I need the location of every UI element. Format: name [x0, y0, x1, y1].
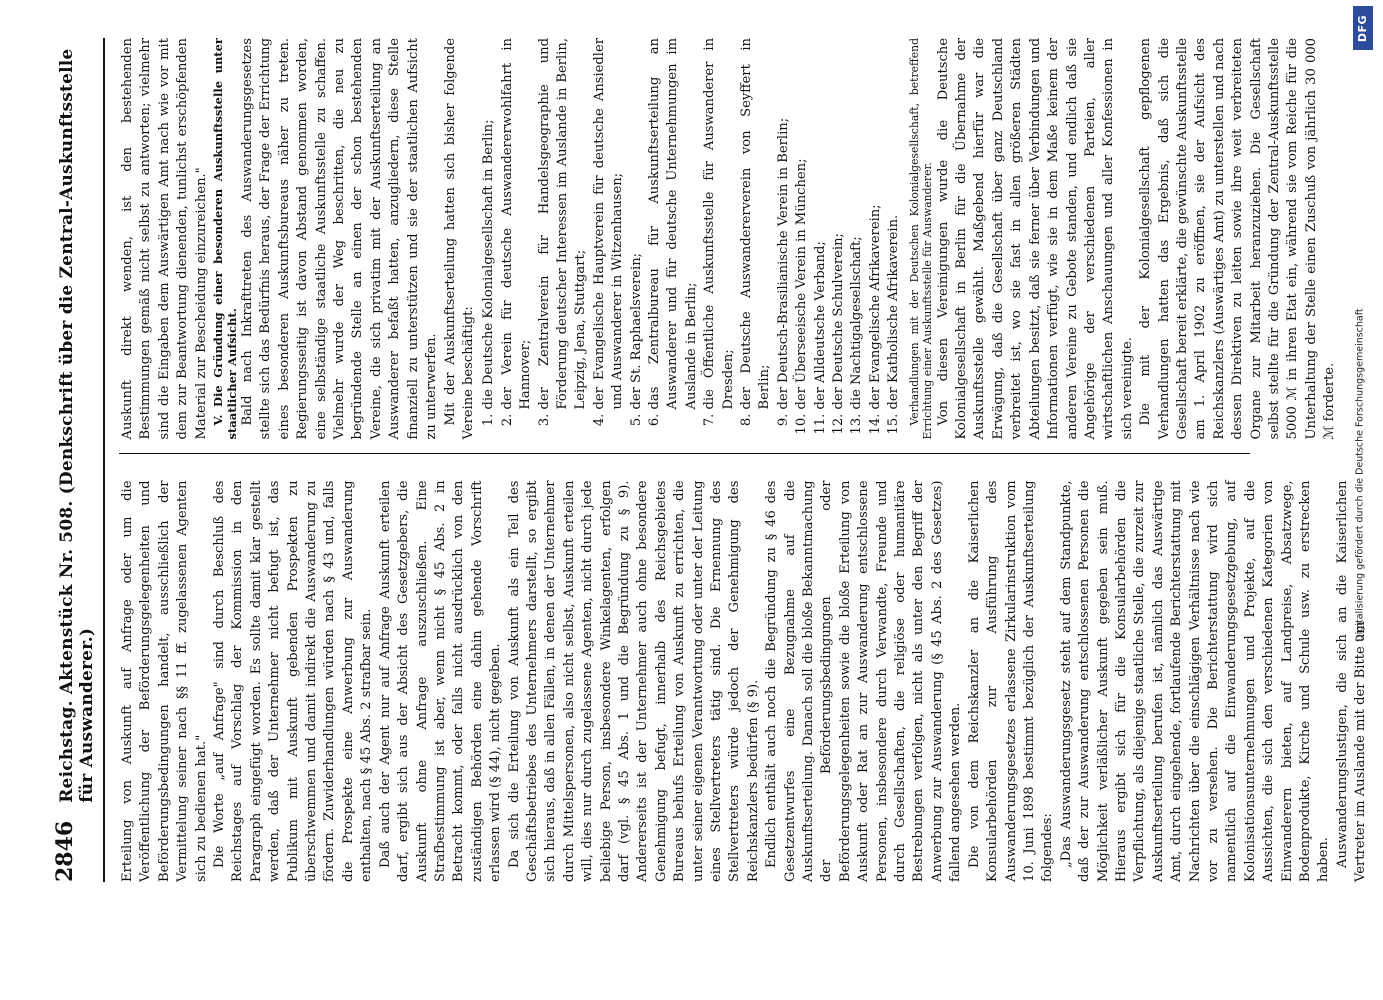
list-item: 1. die Deutsche Kolonialgesellschaft in Berlin; — [480, 38, 498, 410]
page-header — [52, 38, 105, 882]
club-list — [480, 38, 903, 440]
left-column — [119, 480, 1369, 883]
paragraph: Die mit der Kolonialgesellschaft gepflogenen Verhandlungen hatten das Ergebnis, daß sich die Gesellschaft bereit erklärte, die gewünschte Auskunftsstelle am 1. April 1902 zu eröffnen, sie der Aufsicht des Reichskanzlers (Auswärtiges Amt) zu unterstellen und nach dessen Direktiven zu leiten sowie ihre weit verbreiteten Organe zur Mitarbeit heranzuziehen. Die Gesellschaft selbst stellte für die Gründung der Zentral-Auskunftsstelle 5000 ℳ in ihren Etat ein, während sie vom Reiche für die Unterhaltung der Stelle einen Zuschuß von jährlich 30 000 ℳ forderte. — [1138, 38, 1338, 440]
list-item: 12. der Deutsche Schulverein; — [830, 38, 848, 410]
paragraph: Auskunft direkt wenden, ist den bestehenden Bestimmungen gemäß nicht selbst zu antworten; vielmehr sind die Eingaben dem Auswärtigen Amt nach wie vor mit dem zur Beantwortung dienenden, tunlichst erschöpfenden Material zur Bescheidung einzureichen." — [120, 38, 209, 440]
list-item: 14. der Evangelische Afrikaverein; — [867, 38, 885, 410]
right-column — [119, 38, 1338, 455]
list-item: 3. der Zentralverein für Handelsgeographie und Förderung deutscher Interessen im Auslande in Berlin, Leipzig, Jena, Stuttgart; — [536, 38, 591, 410]
list-item: 11. der Alldeutsche Verband; — [812, 38, 830, 410]
dfg-logo — [1353, 6, 1373, 50]
paragraph: Erteilung von Auskunft auf Anfrage oder um die Veröffentlichung der Beförderungsgelegenheiten und Beförderungsbedingungen handelt, ausschließlich der Vermittelung seiner nach §§ 11 ff. zugelassenen Agenten sich zu bedienen hat." — [120, 480, 209, 882]
paragraph: Von diesen Vereinigungen wurde die Deutsche Kolonialgesellschaft in Berlin für die Übernahme der Auskunftsstelle gewählt. Maßgebend hierfür war die Erwägung, daß die Gesellschaft über ganz Deutschland verbreitet ist, wo sie fast in allen größeren Städten Abteilungen besitzt, daß sie ferner über Verbindungen und Informationen verfügt, wie sie in dem Maße keinem der anderen Vereine zu Gebote standen, und endlich daß sie Angehörige der verschiedenen Parteien, aller wirtschaftlichen Anschauungen und aller Konfessionen in sich vereinigte. — [935, 38, 1135, 440]
digitization-note-text: Digitalisierung gefördert durch die Deutsche Forschungsgemeinschaft — [1354, 308, 1366, 642]
paragraph: „Das Auswanderungsgesetz steht auf dem Standpunkte, daß der zur Auswanderung entschlossenen Personen die Möglichkeit verläßlicher Auskunft gegeben sein muß. Hieraus ergibt sich für die Konsularbehörden die Verpflichtung, als diejenige staatliche Stelle, die zurzeit zur Auskunftserteilung berufen ist, nämlich das Auswärtige Amt, durch eingehende, fortlaufende Berichterstattung mit Nachrichten über die einschlägigen Verhältnisse nach wie vor zu versehen. Die Berichterstattung wird sich namentlich auf die Einwanderungsgesetzgebung, auf Kolonisationsunternehmungen und Projekte, auf die Aussichten, die sich den verschiedenen Kategorien von Einwanderern bieten, auf Landpreise, Absatzwege, Bodenprodukte, Kirche und Schule usw. zu erstrecken haben. — [1058, 480, 1332, 882]
paragraph: Endlich enthält auch noch die Begründung zu § 46 des Gesetzentwurfes eine Bezugnahme auf die Auskunftserteilung. Danach soll die bloße Bekanntmachung der Beförderungsbedingungen oder Beförderungsgelegenheiten sowie die bloße Erteilung von Auskunft oder Rat an zur Auswanderung entschlossene Personen, insbesondere durch Verwandte, Freunde und durch Gesellschaften, die religiöse oder humanitäre Bestrebungen verfolgen, nicht als unter den Begriff der Anwerbung zur Auswanderung (§ 45 Abs. 2 des Gesetzes) fallend angesehen werden. — [764, 480, 964, 882]
list-item: 13. die Nachtigalgesellschaft; — [848, 38, 866, 410]
paragraph: Da sich die Erteilung von Auskunft als ein Teil des Geschäftsbetriebes des Unternehmers darstellt, so ergibt sich hieraus, daß in allen Fällen, in denen der Unternehmer durch Mittelspersonen, also nicht selbst, Auskunft erteilen will, dies nur durch zugelassene Agenten, nicht durch jede beliebige Person, insbesondere Winkelagenten, erfolgen darf (vgl. § 45 Abs. 1 und die Begründung zu § 9). Andererseits ist der Unternehmer auch ohne besondere Genehmigung befugt, innerhalb des Reichsgebietes Bureaus behufs Erteilung von Auskunft zu errichten, die unter seiner eigenen Verantwortung oder unter der Leitung eines Stellvertreters tätig sind. Die Ernennung des Stellvertreters würde jedoch der Genehmigung des Reichskanzlers bedürfen (§ 9). — [506, 480, 761, 882]
list-item: 15. der Katholische Afrikaverein. — [885, 38, 903, 410]
dfg-logo-text: DFG — [1356, 14, 1370, 42]
paragraph: Bald nach Inkrafttreten des Auswanderungsgesetzes stellte sich das Bedürfnis heraus, der Frage der Errichtung eines besonderen Auskunftsbureaus näher zu treten. Regierungsseitig ist davon Abstand genommen worden, eine selbständige staatliche Auskunftsstelle zu schaffen. Vielmehr wurde der Weg beschritten, die neu zu begründende Stelle an einen der schon bestehenden Vereine, die sich privatim mit der Auskunftserteilung an Auswanderer befaßt hatten, anzugliedern, diese Stelle finanziell zu unterstützen und sie der staatlichen Aufsicht zu unterwerfen. — [240, 38, 440, 440]
digitization-note — [1347, 60, 1373, 890]
list-item: 6. das Zentralbureau für Auskunftserteilung an Auswanderer und für deutsche Unternehmungen im Auslande in Berlin; — [646, 38, 701, 410]
paragraph: Daß auch der Agent nur auf Anfrage Auskunft erteilen darf, ergibt sich aus der Absicht des Gesetzgebers, die Auskunft ohne Anfrage auszuschließen. Eine Strafbestimmung ist aber, wenn nicht § 45 Abs. 2 in Betracht kommt, oder falls nicht ausdrücklich von den zuständigen Behörden eine dahin gehende Vorschrift erlassen wird (§ 44), nicht gegeben. — [377, 480, 504, 882]
section-heading: V. Die Gründung einer besonderen Auskunftsstelle unter staatlicher Aufsicht. — [211, 38, 240, 440]
list-item: 5. der St. Raphaelsverein; — [628, 38, 646, 410]
list-item: 9. der Deutsch-Brasilianische Verein in Berlin; — [775, 38, 793, 410]
list-item: 8. der Deutsche Auswandererverein von Seyffert in Berlin; — [738, 38, 775, 410]
list-item: 10. der Überseeische Verein in München; — [793, 38, 811, 410]
paragraph: Mit der Auskunftserteilung hatten sich bisher folgende Vereine beschäftigt: — [442, 38, 476, 440]
page-number: 2846 — [52, 820, 78, 882]
paragraph: Auswanderungslustigen, die sich an die Kaiserlichen Vertreter im Auslande mit der Bitte um — [1334, 480, 1369, 882]
list-item: 4. der Evangelische Hauptverein für deutsche Ansiedler und Auswanderer in Witzenhausen; — [591, 38, 628, 410]
paragraph: Die von dem Reichskanzler an die Kaiserlichen Konsularbehörden zur Ausführung des Auswanderungsgesetzes erlassene Zirkularinstruktion vom 10. Juni 1898 bestimmt bezüglich der Auskunftserteilung folgendes: — [966, 480, 1056, 882]
list-item: 7. die Öffentliche Auskunftsstelle für Auswanderer in Dresden; — [701, 38, 738, 410]
paragraph: Die Worte „auf Anfrage" sind durch Beschluß des Reichstages auf Vorschlag der Kommission in den Paragraph eingefügt worden. Es sollte damit klar gestellt werden, daß der Unternehmer nicht befugt ist, das Publikum mit Auskunft gebenden Prospekten zu überschwemmen und damit indirekt die Auswanderung zu fördern. Zuwiderhandlungen würden nach § 43 und, falls die Prospekte eine Anwerbung zur Auswanderung enthalten, nach § 45 Abs. 2 strafbar sein. — [212, 480, 375, 882]
subsection-heading: Verhandlungen mit der Deutschen Kolonialgesellschaft, betreffend Errichtung einer Auskunftsstelle für Auswanderer. — [907, 38, 935, 440]
list-item: 2. der Verein für deutsche Auswandererwohlfahrt in Hannover; — [499, 38, 536, 410]
header-title: Reichstag. Aktenstück Nr. 508. (Denkschrift über die Zentral-Auskunftsstelle für Auswanderer.) — [57, 48, 97, 803]
